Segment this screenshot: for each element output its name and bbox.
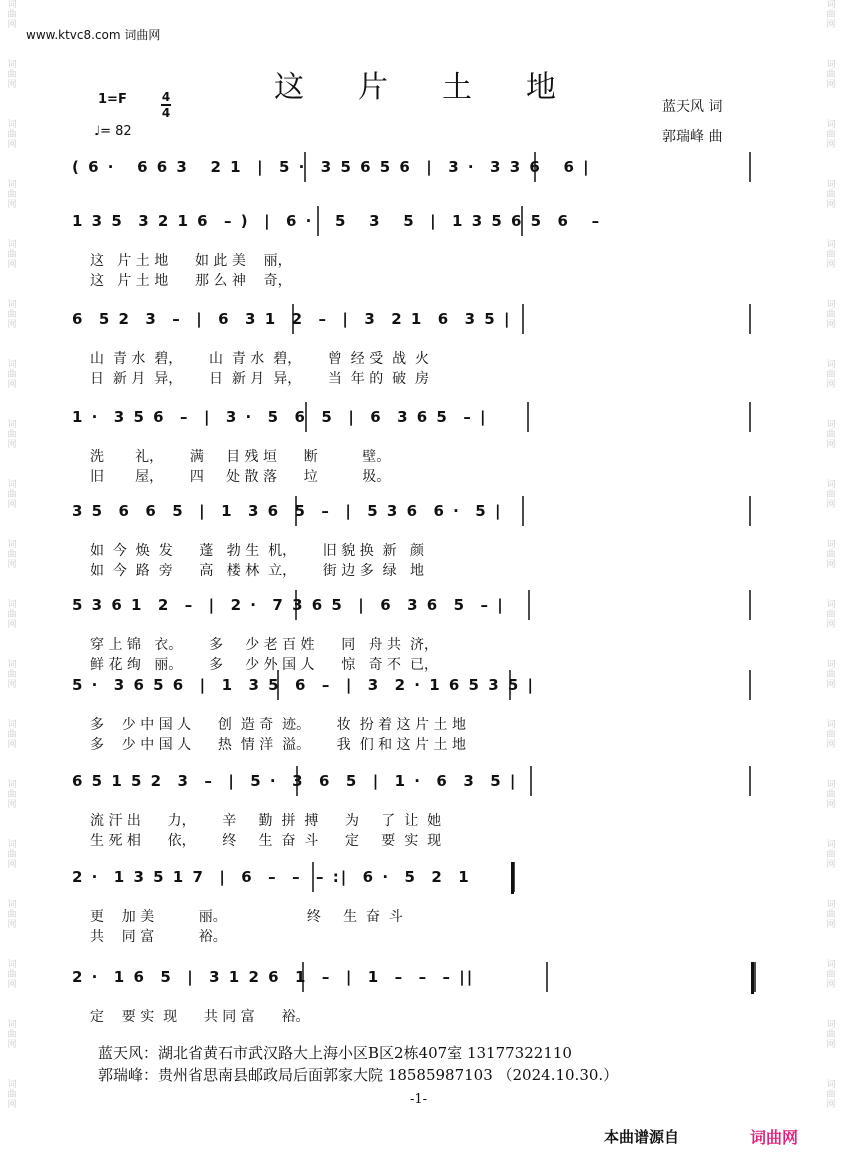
- watermark-text: 词 曲 网: [826, 780, 836, 810]
- watermark-text: 词 曲 网: [7, 1080, 17, 1110]
- watermark-text: 词 曲 网: [826, 360, 836, 390]
- notation-line: 6 5 2 3 – | 6 3 1 2 – | 3 2 1 6 3 5 |: [72, 310, 512, 328]
- notation-line: 3 5 6 6 5 | 1 3 6 5 – | 5 3 6 6 · 5 |: [72, 502, 503, 520]
- lyric-verse-1: 定 要 实 现 共 同 富 裕。: [90, 1009, 310, 1025]
- watermark-text: 词 曲 网: [7, 540, 17, 570]
- notation-line: 2 · 1 3 5 1 7 | 6 – – – :| 6 · 5 2 1: [72, 868, 471, 886]
- watermark-text: 词 曲 网: [826, 420, 836, 450]
- watermark-text: 词 曲 网: [826, 900, 836, 930]
- notation-line: 2 · 1 6 5 | 3 1 2 6 1 – | 1 – – – ||: [72, 968, 475, 986]
- notation-line: 6 5 1 5 2 3 – | 5 · 3 6 5 | 1 · 6 3 5 |: [72, 772, 518, 790]
- watermark-text: 词 曲 网: [826, 120, 836, 150]
- lyric-verse-2: 鲜 花 绚 丽。 多 少 外 国 人 惊 奇 不 已，: [90, 657, 438, 673]
- footer-composer-address: 郭瑞峰：贵州省思南县邮政局后面郭家大院 18585987103 （2024.10.30.）: [98, 1066, 619, 1084]
- watermark-text: 词 曲 网: [826, 480, 836, 510]
- notation-line: ( 6 · 6 6 3 2 1 | 5 · 3 5 6 5 6 | 3 · 3 3 6 6 |: [72, 158, 591, 176]
- lyric-verse-2: 这 片 土 地 那 么 神 奇，: [90, 273, 292, 289]
- lyric-verse-2: 如 今 路 旁 高 楼 林 立， 街 边 多 绿 地: [90, 563, 424, 579]
- key-signature: 1=F: [98, 92, 127, 107]
- tempo-value: = 82: [100, 124, 132, 139]
- lyric-verse-2: 生 死 相 依， 终 生 奋 斗 定 要 实 现: [90, 833, 442, 849]
- repeat-barline: [511, 862, 514, 894]
- composer-credit: 郭瑞峰 曲: [662, 129, 723, 145]
- notation-line: 5 · 3 6 5 6 | 1 3 5 6 – | 3 2 · 1 6 5 3 5 |: [72, 676, 535, 694]
- watermark-text: 词 曲 网: [826, 1080, 836, 1110]
- lyric-verse-2: 日 新 月 异， 日 新 月 异， 当 年 的 破 房: [90, 371, 430, 387]
- lyricist-credit: 蓝天风 词: [662, 99, 723, 115]
- notation-line: 1 · 3 5 6 – | 3 · 5 6 5 | 6 3 6 5 – |: [72, 408, 488, 426]
- time-bottom: 4: [161, 106, 171, 120]
- watermark-text: 词 曲 网: [826, 300, 836, 330]
- watermark-text: 词 曲 网: [826, 540, 836, 570]
- watermark-text: 词 曲 网: [826, 240, 836, 270]
- source-label: 本曲谱源自: [604, 1128, 680, 1146]
- lyric-verse-1: 这 片 土 地 如 此 美 丽，: [90, 253, 292, 269]
- lyric-verse-1: 更 加 美 丽。 终 生 奋 斗: [90, 909, 403, 925]
- watermark-text: 词 曲 网: [7, 840, 17, 870]
- page-number: -1-: [410, 1092, 428, 1107]
- lyric-verse-2: 共 同 富 裕。: [90, 929, 227, 945]
- lyric-verse-1: 穿 上 锦 衣。 多 少 老 百 姓 同 舟 共 济，: [90, 637, 438, 653]
- lyric-verse-2: 旧 屋， 四 处 散 落 垃 圾。: [90, 469, 391, 485]
- watermark-text: 词 曲 网: [826, 660, 836, 690]
- time-top: 4: [161, 90, 171, 104]
- lyric-verse-1: 洗 礼， 满 目 残 垣 断 壁。: [90, 449, 391, 465]
- lyric-verse-1: 多 少 中 国 人 创 造 奇 迹。 妆 扮 着 这 片 土 地: [90, 717, 466, 733]
- watermark-text: 词 曲 网: [7, 780, 17, 810]
- watermark-text: 词 曲 网: [826, 960, 836, 990]
- watermark-text: 词 曲 网: [7, 600, 17, 630]
- watermark-text: 词 曲 网: [7, 120, 17, 150]
- notation-line: 5 3 6 1 2 – | 2 · 7 3 6 5 | 6 3 6 5 – |: [72, 596, 505, 614]
- watermark-text: 词 曲 网: [7, 360, 17, 390]
- watermark-text: 词 曲 网: [7, 1020, 17, 1050]
- lyric-verse-1: 流 汗 出 力， 辛 勤 拼 搏 为 了 让 她: [90, 813, 442, 829]
- watermark-text: 词 曲 网: [7, 960, 17, 990]
- watermark-text: 词 曲 网: [826, 840, 836, 870]
- site-url[interactable]: www.ktvc8.com 词曲网: [26, 28, 161, 42]
- watermark-text: 词 曲 网: [7, 420, 17, 450]
- watermark-text: 词 曲 网: [7, 480, 17, 510]
- song-title: 这片土地: [274, 70, 610, 105]
- watermark-text: 词 曲 网: [7, 660, 17, 690]
- quarter-note-icon: ♩: [94, 124, 101, 139]
- watermark-text: 词 曲 网: [826, 60, 836, 90]
- watermark-text: 词 曲 网: [7, 300, 17, 330]
- lyric-verse-1: 山 青 水 碧， 山 青 水 碧， 曾 经 受 战 火: [90, 351, 430, 367]
- watermark-text: 词 曲 网: [826, 720, 836, 750]
- watermark-text: 词 曲 网: [7, 720, 17, 750]
- lyric-verse-1: 如 今 焕 发 蓬 勃 生 机， 旧 貌 换 新 颜: [90, 543, 424, 559]
- watermark-text: 词 曲 网: [826, 180, 836, 210]
- watermark-text: 词 曲 网: [826, 1020, 836, 1050]
- final-barline: [751, 962, 754, 994]
- watermark-text: 词 曲 网: [826, 0, 836, 30]
- lyric-verse-2: 多 少 中 国 人 热 情 洋 溢。 我 们 和 这 片 土 地: [90, 737, 466, 753]
- watermark-text: 词 曲 网: [826, 600, 836, 630]
- notation-line: 1 3 5 3 2 1 6 – ) | 6 · 5 3 5 | 1 3 5 6 5 6 –: [72, 212, 602, 230]
- watermark-text: 词 曲 网: [7, 0, 17, 30]
- watermark-text: 词 曲 网: [7, 180, 17, 210]
- watermark-text: 词 曲 网: [7, 240, 17, 270]
- watermark-text: 词 曲 网: [7, 900, 17, 930]
- watermark-text: 词 曲 网: [7, 60, 17, 90]
- source-site-link[interactable]: 词曲网: [750, 1128, 799, 1147]
- footer-lyricist-address: 蓝天风：湖北省黄石市武汉路大上海小区B区2栋407室 13177322110: [98, 1044, 572, 1062]
